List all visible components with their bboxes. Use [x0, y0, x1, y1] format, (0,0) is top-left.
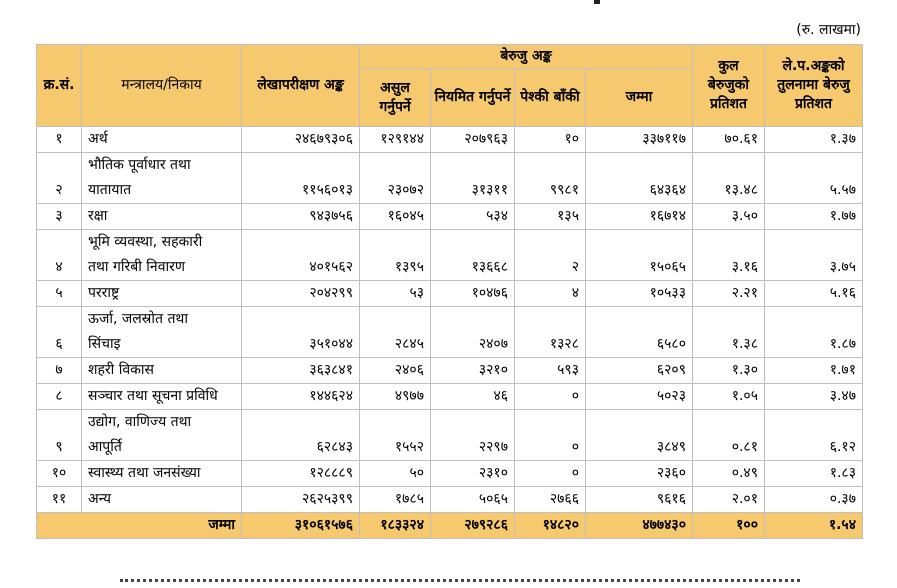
ministry-name-line: यातायात	[88, 182, 132, 198]
row-pct-audit: ०.३७	[765, 487, 863, 513]
totals-pct-audit: १.५४	[765, 513, 863, 539]
row-total: ६५८०	[586, 307, 693, 358]
row-total: १६७१४	[586, 204, 693, 230]
row-pct-audit: ६.१२	[765, 410, 863, 461]
ministry-name-line: शहरी विकास	[88, 362, 155, 378]
row-ministry	[82, 307, 242, 358]
row-recover: ४९७७	[360, 384, 431, 410]
row-advance: ४	[515, 281, 586, 307]
totals-label: जम्मा	[37, 513, 242, 539]
irregularity-table	[36, 44, 863, 539]
row-regularize: २२९७	[431, 410, 515, 461]
row-pct-audit: १.३७	[765, 127, 863, 153]
row-regularize: १३६६८	[431, 230, 515, 281]
row-regularize: ५०६५	[431, 487, 515, 513]
ministry-name-line: भूमि व्यवस्था, सहकारी	[88, 234, 203, 250]
ministry-name-line: रक्षा	[88, 208, 108, 224]
row-sn: ४	[37, 230, 82, 281]
ministry-name-line: स्वास्थ्य तथा जनसंख्या	[88, 465, 201, 481]
table-row	[37, 230, 863, 281]
header-pct-vs-audit: ले.प.अङ्कको तुलनामा बेरुजु प्रतिशत	[765, 45, 863, 127]
row-pct-audit: ५.५७	[765, 153, 863, 204]
row-total: ६२०९	[586, 358, 693, 384]
row-recover: २३०७२	[360, 153, 431, 204]
row-ministry	[82, 127, 242, 153]
row-advance: ५९३	[515, 358, 586, 384]
row-pct-total: २.०१	[693, 487, 765, 513]
page-top-mark	[594, 0, 600, 4]
table-row	[37, 153, 863, 204]
row-pct-audit: ३.७५	[765, 230, 863, 281]
row-pct-audit: १.७१	[765, 358, 863, 384]
row-advance: २	[515, 230, 586, 281]
table-row	[37, 384, 863, 410]
row-pct-audit: ५.१६	[765, 281, 863, 307]
totals-advance: १४८२०	[515, 513, 586, 539]
row-ministry	[82, 461, 242, 487]
row-audit: २०४२९९	[242, 281, 360, 307]
row-advance: २७६६	[515, 487, 586, 513]
totals-pct-total: १००	[693, 513, 765, 539]
header-total-irregular-pct: कुल बेरुजुको प्रतिशत	[693, 45, 765, 127]
row-recover: २८४५	[360, 307, 431, 358]
row-regularize: ४६	[431, 384, 515, 410]
row-total: ६४३६४	[586, 153, 693, 204]
row-ministry	[82, 384, 242, 410]
row-advance: ९९८१	[515, 153, 586, 204]
row-total: १५०६५	[586, 230, 693, 281]
row-audit: ४०१५६२	[242, 230, 360, 281]
row-regularize: २३१०	[431, 461, 515, 487]
row-regularize: ५३४	[431, 204, 515, 230]
row-pct-audit: १.८७	[765, 307, 863, 358]
row-total: ३८४९	[586, 410, 693, 461]
ministry-name-line: अर्थ	[88, 131, 108, 147]
table-body	[37, 127, 863, 513]
row-sn: ५	[37, 281, 82, 307]
ministry-name-line: उद्योग, वाणिज्य तथा	[88, 414, 192, 430]
row-regularize: ३१३११	[431, 153, 515, 204]
row-pct-total: ०.४९	[693, 461, 765, 487]
row-pct-audit: ३.४७	[765, 384, 863, 410]
row-pct-audit: १.८३	[765, 461, 863, 487]
ministry-name-line: ऊर्जा, जलस्रोत तथा	[88, 311, 188, 327]
row-ministry	[82, 358, 242, 384]
row-recover: १३९५	[360, 230, 431, 281]
row-audit: ९४३७५६	[242, 204, 360, 230]
table-row	[37, 307, 863, 358]
row-pct-total: २.२१	[693, 281, 765, 307]
ministry-name-line: अन्य	[88, 491, 111, 507]
row-advance: ०	[515, 410, 586, 461]
ministry-name-line: सिंचाइ	[88, 336, 121, 352]
row-sn: १	[37, 127, 82, 153]
table-row	[37, 487, 863, 513]
row-audit: १२८८८९	[242, 461, 360, 487]
row-pct-audit: १.७७	[765, 204, 863, 230]
row-ministry	[82, 410, 242, 461]
table-row	[37, 127, 863, 153]
header-to-regularize: नियमित गर्नुपर्ने	[431, 69, 515, 127]
row-sn: ११	[37, 487, 82, 513]
row-audit: २६२५३९९	[242, 487, 360, 513]
totals-regularize: २७९२८६	[431, 513, 515, 539]
row-recover: ५३	[360, 281, 431, 307]
ministry-name-line: तथा गरिबी निवारण	[88, 259, 185, 275]
row-sn: ३	[37, 204, 82, 230]
row-ministry	[82, 281, 242, 307]
row-ministry	[82, 204, 242, 230]
row-total: ५०२३	[586, 384, 693, 410]
row-sn: ८	[37, 384, 82, 410]
row-total: १०५३३	[586, 281, 693, 307]
unit-note: (रु. लाखमा)	[796, 22, 861, 38]
row-sn: २	[37, 153, 82, 204]
row-regularize: २४०७	[431, 307, 515, 358]
row-sn: ७	[37, 358, 82, 384]
header-irregular-group: बेरुजु अङ्क	[360, 45, 693, 69]
row-sn: ९	[37, 410, 82, 461]
row-pct-total: १३.४८	[693, 153, 765, 204]
header-advance-outstanding: पेश्की बाँकी	[515, 69, 586, 127]
row-regularize: २०७९६३	[431, 127, 515, 153]
header-to-recover: असुल गर्नुपर्ने	[360, 69, 431, 127]
row-regularize: ३२१०	[431, 358, 515, 384]
row-recover: १७८५	[360, 487, 431, 513]
table-row	[37, 461, 863, 487]
ministry-name-line: परराष्ट्र	[88, 285, 120, 301]
table-row	[37, 281, 863, 307]
row-regularize: १०४७६	[431, 281, 515, 307]
totals-row	[37, 513, 863, 539]
row-total: ९६१६	[586, 487, 693, 513]
row-ministry	[82, 487, 242, 513]
ministry-name-line: आपूर्ति	[88, 439, 122, 455]
row-pct-total: ३.५०	[693, 204, 765, 230]
row-pct-total: १.३८	[693, 307, 765, 358]
row-ministry	[82, 230, 242, 281]
header-sn: क्र.सं.	[37, 45, 82, 127]
ministry-name-line: सञ्चार तथा सूचना प्रविधि	[88, 388, 218, 404]
totals-total: ४७७४३०	[586, 513, 693, 539]
next-page-text-edge	[120, 579, 800, 588]
row-advance: १३२८	[515, 307, 586, 358]
ministry-name-line: भौतिक पूर्वाधार तथा	[88, 157, 191, 173]
row-ministry	[82, 153, 242, 204]
row-audit: १४४६२४	[242, 384, 360, 410]
row-recover: १६०४५	[360, 204, 431, 230]
totals-audit: ३१०६१५७६	[242, 513, 360, 539]
row-advance: ०	[515, 384, 586, 410]
row-audit: ६२८४३	[242, 410, 360, 461]
row-audit: २४६७९३०६	[242, 127, 360, 153]
row-pct-total: १.३०	[693, 358, 765, 384]
row-sn: १०	[37, 461, 82, 487]
header-ministry: मन्त्रालय/निकाय	[82, 45, 242, 127]
row-audit: ११५६०१३	[242, 153, 360, 204]
row-advance: १०	[515, 127, 586, 153]
row-pct-total: १.०५	[693, 384, 765, 410]
row-advance: ०	[515, 461, 586, 487]
row-recover: १२९१४४	[360, 127, 431, 153]
row-recover: २४०६	[360, 358, 431, 384]
row-pct-total: ०.८१	[693, 410, 765, 461]
header-total: जम्मा	[586, 69, 693, 127]
row-audit: ३६३८४१	[242, 358, 360, 384]
row-advance: १३५	[515, 204, 586, 230]
row-pct-total: ३.१६	[693, 230, 765, 281]
table-row	[37, 410, 863, 461]
totals-recover: १८३३२४	[360, 513, 431, 539]
row-total: ३३७११७	[586, 127, 693, 153]
table-row	[37, 358, 863, 384]
row-audit: ३५१०४४	[242, 307, 360, 358]
header-audit-amount: लेखापरीक्षण अङ्क	[242, 45, 360, 127]
row-pct-total: ७०.६१	[693, 127, 765, 153]
table-row	[37, 204, 863, 230]
row-total: २३६०	[586, 461, 693, 487]
row-sn: ६	[37, 307, 82, 358]
row-recover: १५५२	[360, 410, 431, 461]
row-recover: ५०	[360, 461, 431, 487]
